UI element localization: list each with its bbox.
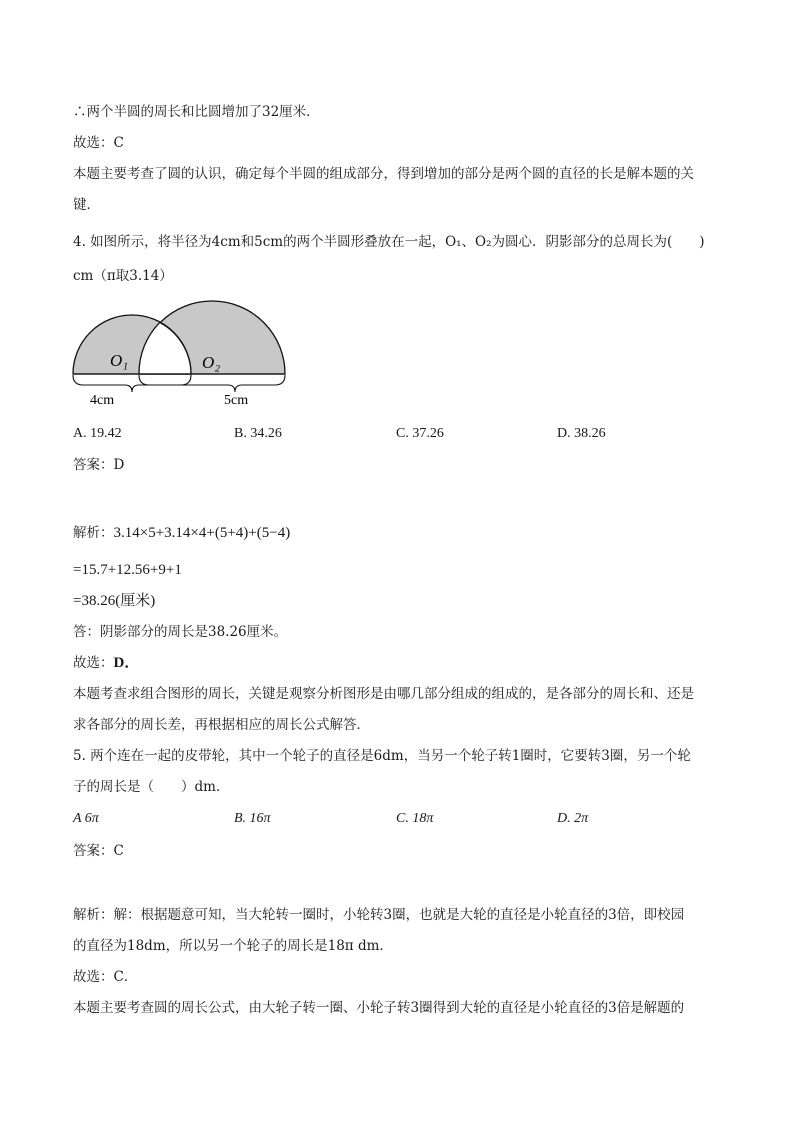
q4-comment-line1: 本题考查求组合图形的周长，关键是观察分析图形是由哪几部分组成的组成的，是各部分的周长和、还是 bbox=[73, 686, 694, 702]
q4-choose bbox=[73, 653, 139, 673]
q4-reply: 答：阴影部分的周长是38.26厘米。 bbox=[73, 624, 288, 640]
q4-option-a: A. 19.42 bbox=[73, 426, 122, 441]
q3-comment-line2: 键． bbox=[73, 197, 100, 213]
q5-choose: 故选：C． bbox=[73, 969, 138, 985]
q3-choose: 故选：C bbox=[73, 135, 124, 151]
q4-analysis-label: 解析： bbox=[73, 525, 114, 541]
q5-answer: 答案：C bbox=[73, 843, 124, 859]
q4-choose-value: D． bbox=[113, 655, 140, 671]
q5-analysis-line1: 解析：解：根据题意可知，当大轮转一圈时，小轮转3圈，也就是大轮的直径是小轮直径的3倍，即校园 bbox=[73, 907, 685, 923]
q4-answer: 答案：D bbox=[73, 457, 125, 473]
brace-5cm bbox=[139, 375, 285, 392]
q5-option-b: B. 16π bbox=[234, 811, 271, 826]
q5-analysis-line2: 的直径为18dm，所以另一个轮子的周长是18π dm． bbox=[73, 938, 393, 954]
label-o2: O₂ bbox=[202, 353, 221, 372]
q5-comment-line1: 本题主要考查圆的周长公式，由大轮子转一圈、小轮子转3圈得到大轮的直径是小轮直径的3倍是解题的 bbox=[73, 1000, 685, 1016]
q5-option-c: C. 18π bbox=[396, 811, 434, 826]
q5-option-a: A 6π bbox=[73, 811, 99, 826]
q4-stem-line1: 4. 如图所示，将半径为4cm和5cm的两个半圆形叠放在一起，O₁、O₂为圆心．阴影部分的总周长为( ) bbox=[73, 234, 705, 250]
q3-conclusion: ∴两个半圆的周长和比圆增加了32厘米． bbox=[73, 104, 320, 120]
label-5cm: 5cm bbox=[224, 393, 249, 408]
label-o1: O₁ bbox=[110, 351, 129, 370]
overlapping-semicircles-figure bbox=[66, 300, 296, 410]
brace-4cm bbox=[73, 375, 191, 392]
q5-stem-line1: 5. 两个连在一起的皮带轮，其中一个轮子的直径是6dm，当另一个轮子转1圈时，它要转3圈，另一个轮 bbox=[73, 748, 691, 764]
q4-analysis-equation1: 3.14×5+3.14×4+(5+4)+(5−4) bbox=[113, 525, 291, 541]
label-4cm: 4cm bbox=[90, 393, 115, 408]
q4-analysis-equation3: =38.26(厘米) bbox=[73, 593, 156, 609]
q5-stem-line2: 子的周长是（ ）dm． bbox=[73, 779, 230, 795]
q4-analysis-equation2: =15.7+12.56+9+1 bbox=[73, 562, 182, 578]
q4-option-d: D. 38.26 bbox=[557, 426, 606, 441]
q4-option-b: B. 34.26 bbox=[234, 426, 282, 441]
q4-choose-label: 故选： bbox=[73, 655, 114, 671]
q4-comment-line2: 求各部分的周长差，再根据相应的周长公式解答． bbox=[73, 717, 370, 733]
q4-analysis-line1 bbox=[73, 523, 290, 543]
q4-stem-line2: cm（π取3.14） bbox=[73, 268, 173, 284]
q5-option-d: D. 2π bbox=[557, 811, 589, 826]
q4-option-c: C. 37.26 bbox=[396, 426, 444, 441]
q3-comment-line1: 本题主要考查了圆的认识，确定每个半圆的组成部分，得到增加的部分是两个圆的直径的长是解本题的关 bbox=[73, 166, 694, 182]
